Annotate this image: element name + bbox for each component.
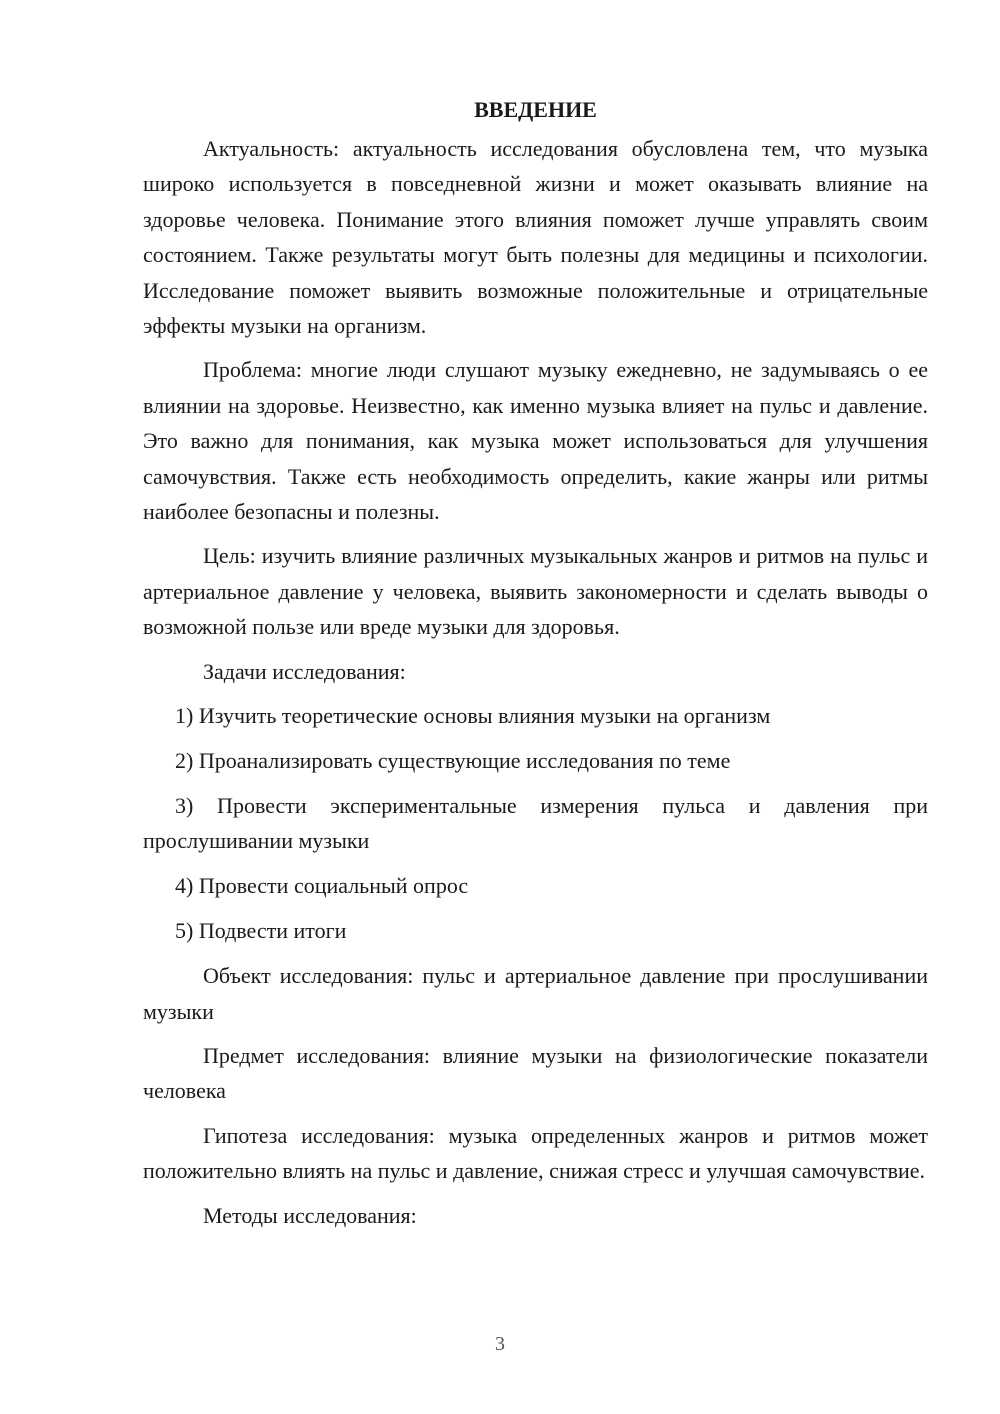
subject-paragraph: Предмет исследования: влияние музыки на физиологические показатели человека — [143, 1042, 928, 1104]
hypothesis-paragraph: Гипотеза исследования: музыка определенных жанров и ритмов может положительно влиять на пульс и давление, снижая стресс и улучшая самочувствие. — [143, 1122, 928, 1184]
document-page — [143, 92, 928, 1242]
problem-paragraph: Проблема: многие люди слушают музыку ежедневно, не задумываясь о ее влиянии на здоровье. Неизвестно, как именно музыка влияет на пульс и давление. Это важно для понимания, как музыка может использоваться для улучшения самочувствия. Также есть необходимость определить, какие жанры или ритмы наиболее безопасны и полезны. — [143, 357, 928, 525]
methods-heading: Методы исследования: — [203, 1202, 417, 1228]
task-item-5: 5) Подвести итоги — [175, 918, 347, 944]
section-title: ВВЕДЕНИЕ — [474, 97, 597, 122]
page-number: 3 — [495, 1333, 505, 1355]
relevance-paragraph: Актуальность: актуальность исследования обусловлена тем, что музыка широко используется в повседневной жизни и может оказывать влияние на здоровье человека. Понимание этого влияния поможет лучше управлять своим состоянием. Также результаты могут быть полезны для медицины и психологии. Исследование поможет выявить возможные положительные и отрицательные эффекты музыки на организм. — [143, 136, 928, 339]
task-item-2: 2) Проанализировать существующие исследования по теме — [175, 748, 731, 774]
object-paragraph: Объект исследования: пульс и артериальное давление при прослушивании музыки — [143, 963, 928, 1024]
task-item-4: 4) Провести социальный опрос — [175, 873, 469, 899]
tasks-heading: Задачи исследования: — [203, 658, 406, 684]
goal-paragraph: Цель: изучить влияние различных музыкальных жанров и ритмов на пульс и артериальное давление у человека, выявить закономерности и сделать выводы о возможной пользе или вреде музыки для здоровья. — [143, 543, 928, 640]
task-item-3: 3) Провести экспериментальные измерения пульса и давления при прослушивании музыки — [143, 793, 928, 854]
task-item-1: 1) Изучить теоретические основы влияния музыки на организм — [175, 703, 771, 729]
